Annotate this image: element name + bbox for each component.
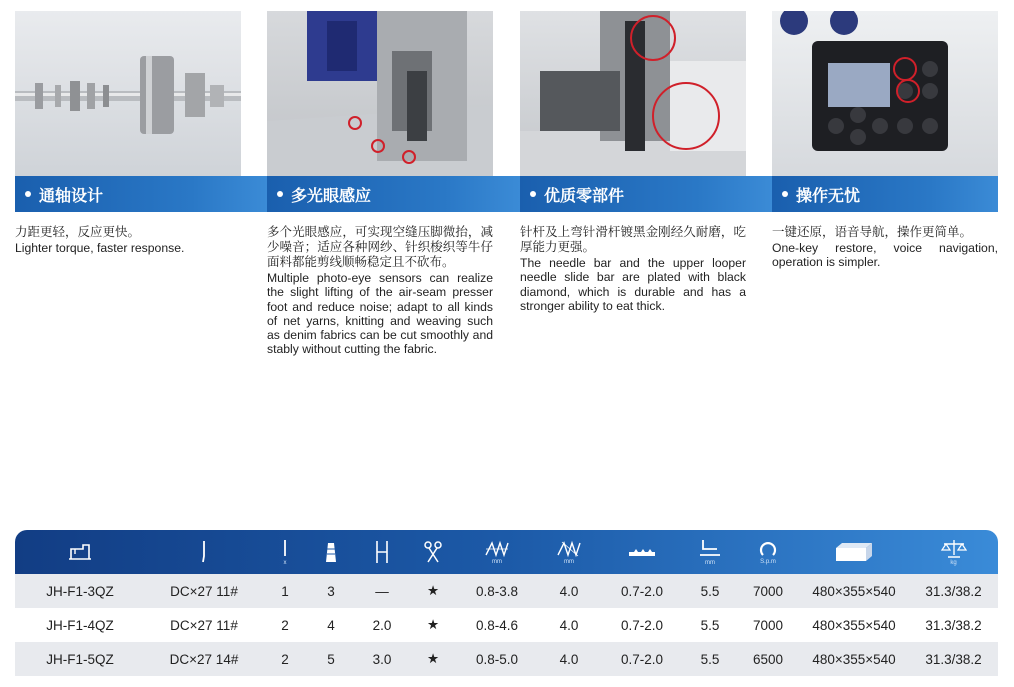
unit-label: kg (950, 559, 957, 566)
differential-feed-cell: 0.7-2.0 (601, 642, 683, 676)
stitch-length-cell: 0.8-5.0 (457, 642, 537, 676)
feature-title: 操作无忧 (796, 185, 861, 205)
feature-title-bar (520, 176, 772, 212)
package-size-cell: 480×355×540 (799, 574, 909, 608)
feature-title-bar (267, 176, 520, 212)
stitch-width-cell: 4.0 (537, 608, 601, 642)
bullet-icon (530, 191, 536, 197)
presser-foot-lift-icon (699, 539, 721, 559)
speed-cell: 7000 (737, 574, 799, 608)
presser-lift-cell: 5.5 (683, 574, 737, 608)
package-box-icon (834, 542, 874, 562)
bullet-icon (25, 191, 31, 197)
trimmer-cell: ★ (409, 574, 457, 608)
trimmer-cell: ★ (409, 608, 457, 642)
differential-feed-icon (628, 545, 656, 559)
feature-image-presser-foot (267, 11, 493, 176)
feature-description (15, 224, 241, 255)
needle-cell: DC×27 11# (145, 574, 263, 608)
sewing-machine-icon (66, 541, 94, 563)
trimmer-cell: ★ (409, 642, 457, 676)
header-package-size (799, 530, 909, 574)
feature-description (772, 224, 998, 270)
thread-cell: 5 (307, 642, 355, 676)
header-thread (307, 530, 355, 574)
feature-description-en: Lighter torque, faster response. (15, 241, 185, 255)
stitch-length-cell: 0.8-4.6 (457, 608, 537, 642)
stitch-length-cell: 0.8-3.8 (457, 574, 537, 608)
control-panel-illustration (772, 11, 998, 176)
feature-title: 优质零部件 (544, 185, 625, 205)
unit-label: S.p.m (760, 558, 776, 565)
table-row (15, 574, 998, 608)
feature-description (267, 224, 493, 357)
weight-cell: 31.3/38.2 (909, 608, 998, 642)
feature-description-en: Multiple photo-eye sensors can realize the slight lifting of the air-seam presser foot and reduce noise; adapt to all kinds of net yarns, knitting and weaving such as denim fabrics can be cut smoothly and stably without cutting the fabric. (267, 271, 493, 357)
feature-title-bar (15, 176, 267, 212)
feature-description-en: The needle bar and the upper looper needle slide bar are plated with black diamond, which is durable and has a stronger ability to eat thick. (520, 256, 746, 313)
feature-title-bar (772, 176, 998, 212)
needle-gauge-cell: — (355, 574, 409, 608)
feature-description-cn: 力距更轻，反应更快。 (15, 224, 141, 239)
presser-lift-cell: 5.5 (683, 608, 737, 642)
package-size-cell: 480×355×540 (799, 642, 909, 676)
shaft-illustration (15, 11, 241, 176)
header-presser-lift (683, 530, 737, 574)
needle-gauge-cell: 2.0 (355, 608, 409, 642)
unit-label: mm (705, 559, 715, 566)
feature-image-needle-bar (520, 11, 746, 176)
speed-icon (758, 540, 778, 558)
stitch-width-icon (556, 540, 582, 558)
thread-cell: 3 (307, 574, 355, 608)
model-cell: JH-F1-4QZ (15, 608, 145, 642)
table-row (15, 642, 998, 676)
needle-count-cell: 2 (263, 642, 307, 676)
bullet-icon (782, 191, 788, 197)
feature-title: 多光眼感应 (291, 185, 372, 205)
needle-gauge-cell: 3.0 (355, 642, 409, 676)
weight-cell: 31.3/38.2 (909, 574, 998, 608)
needle-icon (199, 540, 209, 564)
spec-header-row (15, 530, 998, 574)
stitch-width-cell: 4.0 (537, 642, 601, 676)
speed-cell: 6500 (737, 642, 799, 676)
feature-description-cn: 一键还原，语音导航，操作更简单。 (772, 224, 973, 239)
header-needle (145, 530, 263, 574)
unit-label: x (283, 559, 287, 566)
presser-lift-cell: 5.5 (683, 642, 737, 676)
speed-cell: 7000 (737, 608, 799, 642)
model-cell: JH-F1-5QZ (15, 642, 145, 676)
feature-title: 通轴设计 (39, 185, 104, 205)
differential-feed-cell: 0.7-2.0 (601, 574, 683, 608)
feature-image-control-panel (772, 11, 998, 176)
presser-foot-illustration (267, 11, 493, 176)
header-stitch-length (457, 530, 537, 574)
spec-table (15, 530, 998, 676)
feature-image-shaft (15, 11, 241, 176)
differential-feed-cell: 0.7-2.0 (601, 608, 683, 642)
header-sewing-machine (15, 530, 145, 574)
unit-label: mm (492, 558, 502, 565)
needle-cell: DC×27 11# (145, 608, 263, 642)
header-trimmer (409, 530, 457, 574)
needle-count-cell: 1 (263, 574, 307, 608)
thread-spool-icon (323, 540, 339, 564)
stitch-width-cell: 4.0 (537, 574, 601, 608)
feature-description-cn: 针杆及上弯针滑杆镀黑金刚经久耐磨，吃厚能力更强。 (520, 224, 746, 254)
header-weight (909, 530, 998, 574)
needle-gauge-icon (373, 540, 391, 564)
feature-description-en: One-key restore, voice navigation, operation is simpler. (772, 241, 998, 270)
weight-scale-icon (941, 539, 967, 559)
feature-description-cn: 多个光眼感应，可实现空缝压脚微抬，减少噪音；适应各种网纱、针织梭织等牛仔面料都能剪线顺畅稳定且不砍布。 (267, 224, 493, 269)
package-size-cell: 480×355×540 (799, 608, 909, 642)
needle-cell: DC×27 14# (145, 642, 263, 676)
table-row (15, 608, 998, 642)
needle-count-icon (280, 539, 290, 559)
header-needle-count (263, 530, 307, 574)
feature-description (520, 224, 746, 313)
stitch-length-icon (484, 540, 510, 558)
header-stitch-width (537, 530, 601, 574)
model-cell: JH-F1-3QZ (15, 574, 145, 608)
weight-cell: 31.3/38.2 (909, 642, 998, 676)
bullet-icon (277, 191, 283, 197)
header-speed (737, 530, 799, 574)
needle-bar-illustration (520, 11, 746, 176)
unit-label: mm (564, 558, 574, 565)
scissors-icon (423, 540, 443, 564)
header-needle-gauge (355, 530, 409, 574)
thread-cell: 4 (307, 608, 355, 642)
header-differential-feed (601, 530, 683, 574)
needle-count-cell: 2 (263, 608, 307, 642)
